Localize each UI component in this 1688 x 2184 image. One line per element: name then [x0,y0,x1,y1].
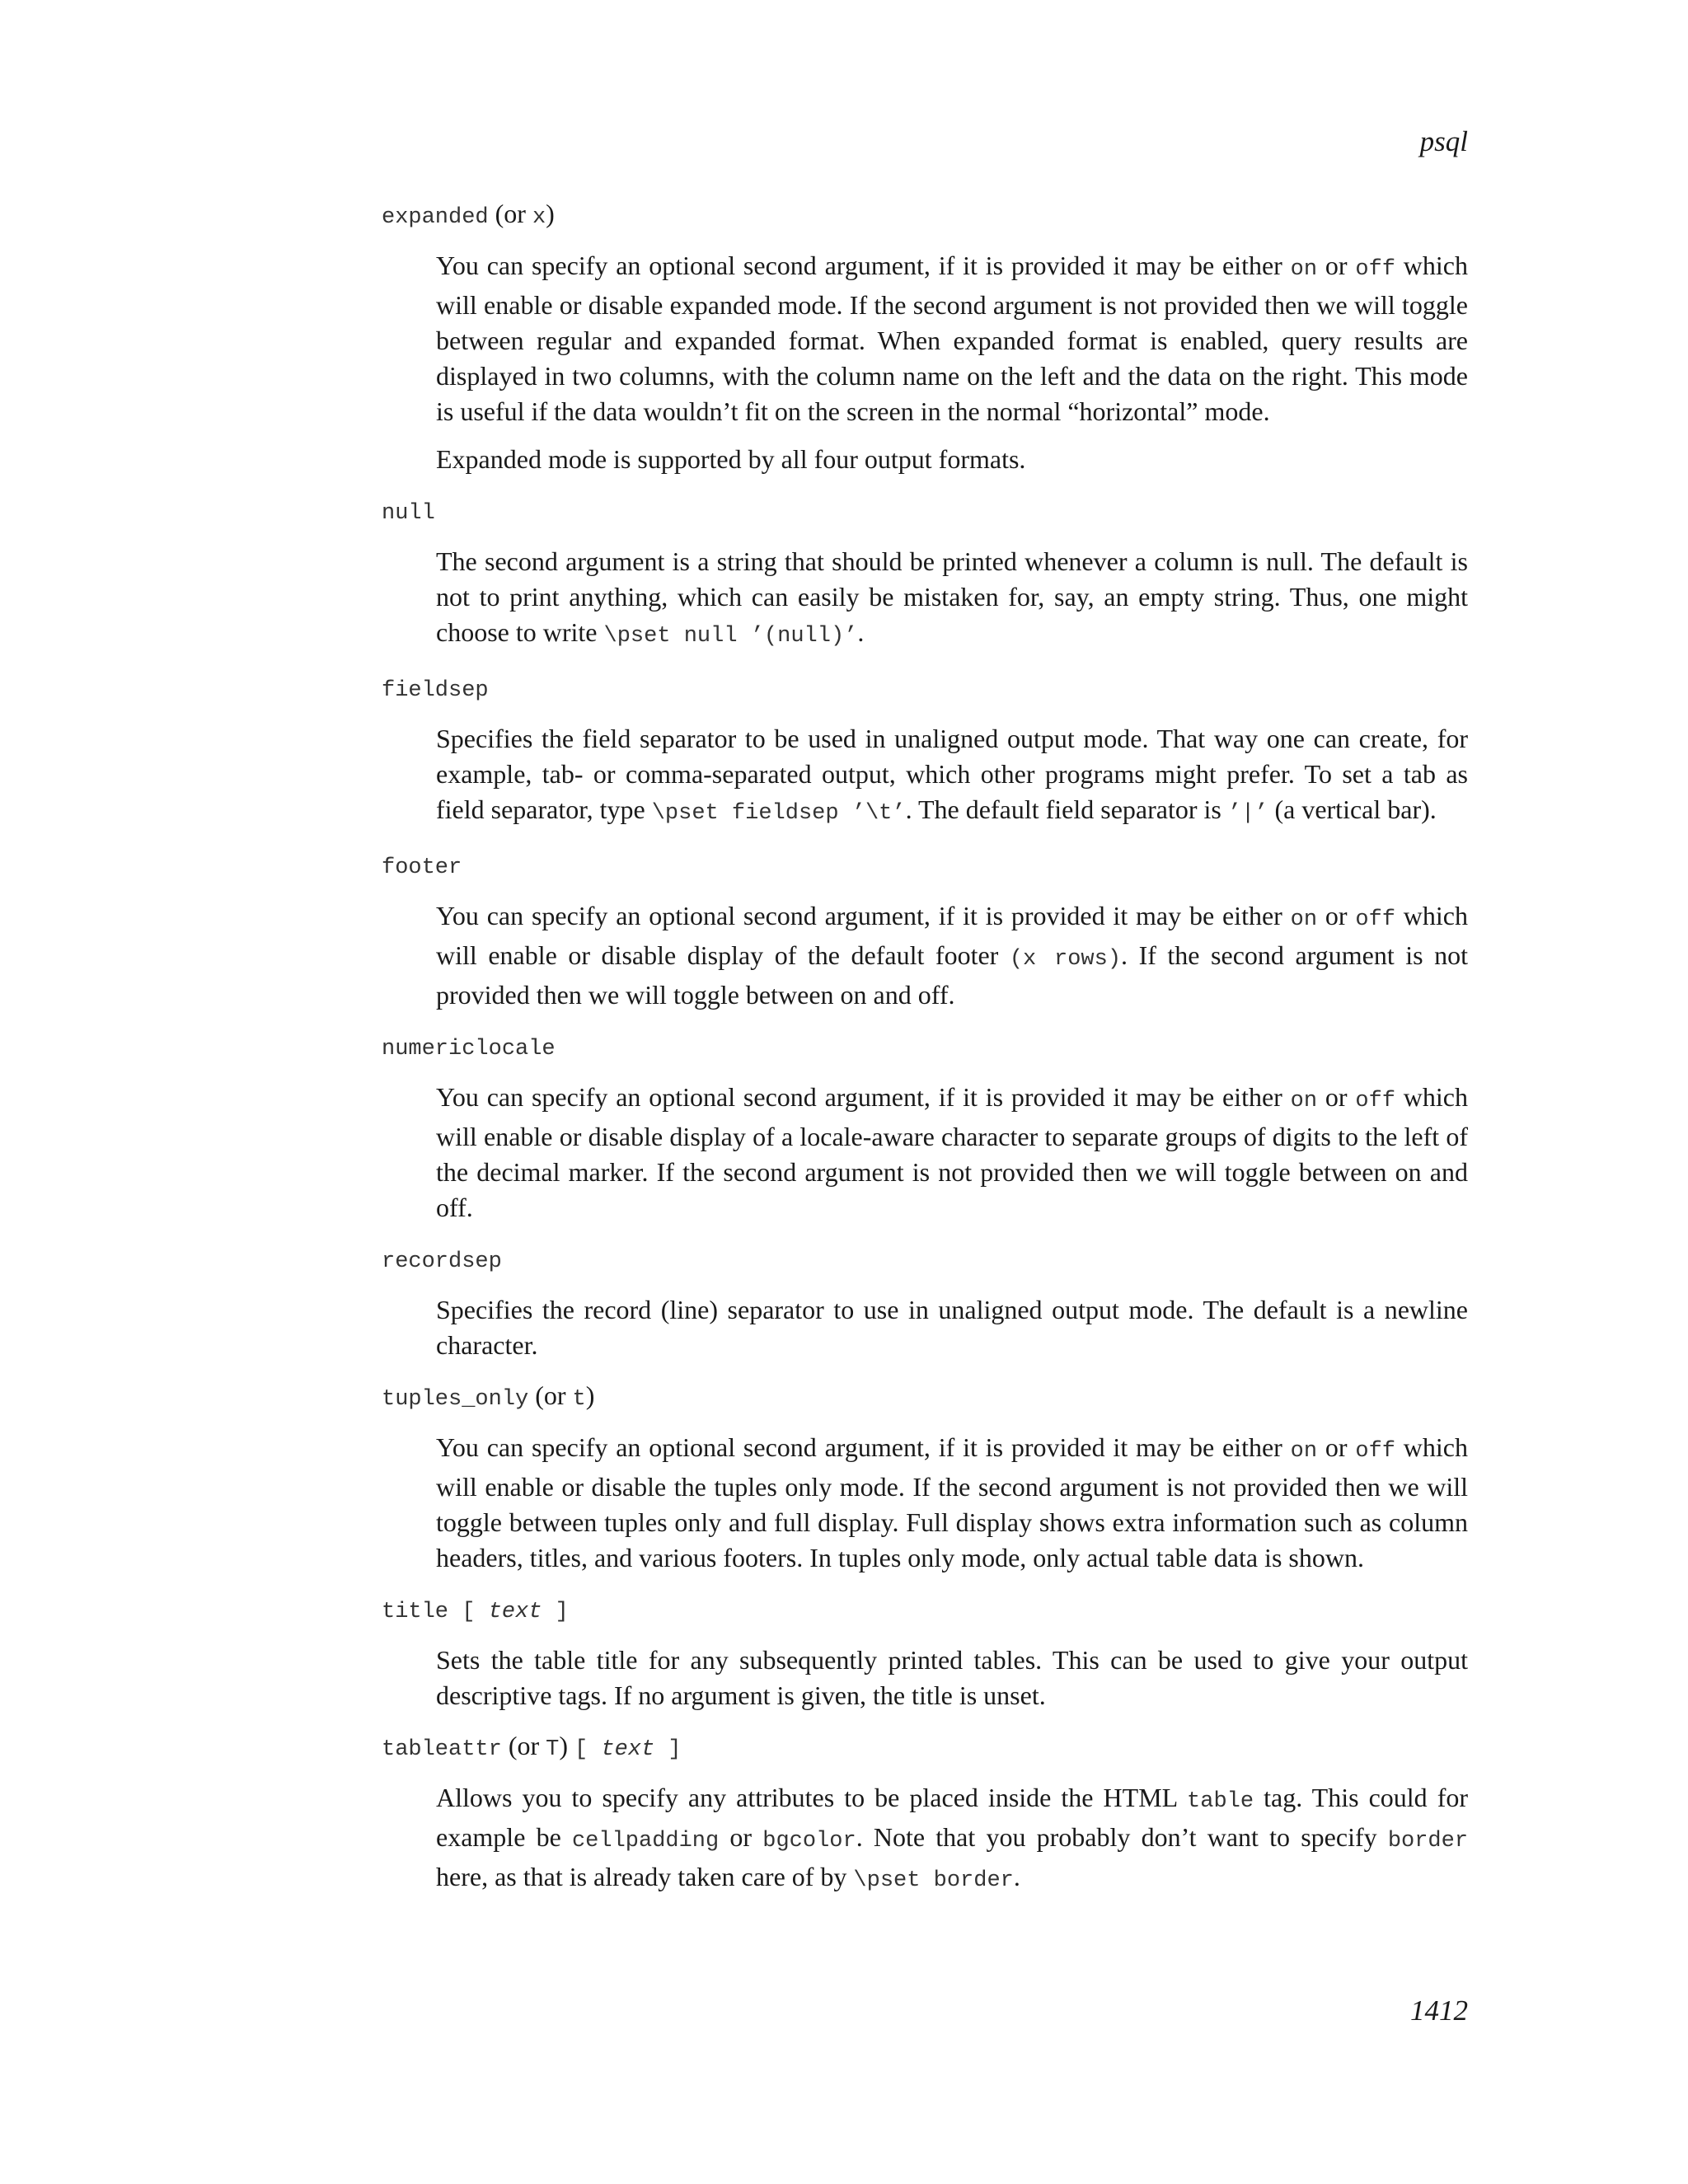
inline-code: \pset null ’(null)’ [603,624,858,649]
description-numericlocale [436,1080,1468,1226]
term-paren-close: ) [546,199,555,228]
paragraph: Sets the table title for any subsequently printed tables. This can be used to give your output descriptive tags. If no argument is given, the title is unset. [436,1645,1468,1710]
entry-numericlocale [382,1028,1468,1226]
description-tableattr [436,1780,1468,1899]
inline-code: off [1355,257,1395,282]
inline-code: bgcolor [762,1829,856,1854]
inline-code: table [1187,1789,1254,1814]
entry-title [382,1591,1468,1713]
term-expanded [382,196,1468,236]
inline-code: off [1355,907,1395,932]
inline-code: (x rows) [1009,947,1122,972]
inline-code: border [1387,1829,1469,1854]
term-fieldsep [382,669,1468,709]
term-code: null [382,501,435,526]
running-header: psql [1419,125,1468,157]
inline-code: \pset fieldsep ’\t’ [651,801,906,826]
paragraph: Allows you to specify any attributes to be placed inside the HTML table tag. This could for example be cellpadding or bgcolor. Note that you probably don’t want to specify border here, as that is already taken care of by \pset border. [436,1783,1469,1893]
entry-fieldsep [382,669,1468,832]
description-fieldsep [436,721,1468,832]
term-close: ] [542,1600,569,1624]
entry-recordsep [382,1240,1468,1363]
paragraph: Expanded mode is supported by all four output formats. [436,444,1026,474]
paragraph: You can specify an optional second argument, if it is provided it may be either on or off which will enable or disable display of the default footer (x rows). If the second argument is not provided then we will toggle between on and off. [436,901,1469,1010]
term-arg: text [601,1737,655,1762]
term-null [382,492,1468,532]
term-code: tableattr [382,1737,502,1762]
description-recordsep [436,1292,1468,1363]
term-paren-close: ) [585,1380,595,1410]
term-paren-open: (or [488,199,532,228]
paragraph: You can specify an optional second argument, if it is provided it may be either on or off which will enable or disable the tuples only mode. If the second argument is not provided then we will toggle between tuples only and full display. Full display shows extra information such as column headers, titles, and various footers. In tuples only mode, only actual table data is shown. [436,1432,1469,1572]
paragraph: Specifies the field separator to be used in unaligned output mode. That way one can create, for example, tab- or comma-separated output, which other programs might prefer. To set a tab as field separator, type \pset fieldsep ’\t’. The default field separator is ’|’ (a vertical bar). [436,724,1468,826]
entry-expanded [382,196,1468,477]
term-alias: t [572,1387,586,1412]
entry-tuples-only [382,1378,1468,1576]
inline-code: on [1290,1089,1318,1113]
description-title [436,1643,1468,1713]
term-numericlocale [382,1028,1468,1067]
paragraph: You can specify an optional second argument, if it is provided it may be either on or off which will enable or disable display of a locale-aware character to separate groups of digits to the left of the decimal marker. If the second argument is not provided then we will toggle between on and off. [436,1082,1469,1222]
inline-code: cellpadding [571,1829,720,1854]
description-expanded [436,248,1468,477]
term-recordsep [382,1240,1468,1280]
description-null [436,544,1468,654]
term-code: recordsep [382,1249,502,1274]
term-code: tuples_only [382,1387,529,1412]
description-footer [436,898,1468,1013]
inline-code: off [1355,1439,1395,1464]
term-arg: text [488,1600,542,1624]
description-tuples-only [436,1430,1468,1576]
term-tuples-only [382,1378,1468,1418]
term-alias: T [546,1737,560,1762]
term-paren-open: (or [501,1731,546,1760]
inline-code: on [1290,1439,1318,1464]
inline-code: on [1290,257,1318,282]
entry-null [382,492,1468,654]
page-number: 1412 [1410,1994,1468,2027]
entry-footer [382,846,1468,1013]
inline-code: \pset border [853,1868,1014,1893]
term-footer [382,846,1468,886]
term-paren-open: (or [528,1380,573,1410]
term-code: expanded [382,205,489,230]
paragraph: The second argument is a string that should be printed whenever a column is null. The default is not to print anything, which can easily be mistaken for, say, an empty string. Thus, one might choose to write \pset null ’(null)’. [436,546,1468,649]
paragraph: You can specify an optional second argument, if it is provided it may be either on or off which will enable or disable expanded mode. If the second argument is not provided then we will toggle between regular and expanded format. When expanded format is enabled, query results are displayed in two columns, with the column name on the left and the data on the right. This mode is useful if the data wouldn’t fit on the screen in the normal “horizontal” mode. [436,251,1469,426]
term-bracket-open: [ [574,1737,602,1762]
option-list [382,196,1468,1914]
inline-code: ’|’ [1227,801,1268,826]
term-code: fieldsep [382,678,489,703]
term-code: numericlocale [382,1037,556,1062]
term-tableattr [382,1728,1468,1768]
paragraph: Specifies the record (line) separator to use in unaligned output mode. The default is a newline character. [436,1295,1468,1360]
term-code: title [ [382,1600,489,1624]
inline-code: off [1355,1089,1395,1113]
term-alias: x [532,205,546,230]
term-title [382,1591,1468,1630]
term-paren-close: ) [559,1731,574,1760]
term-close: ] [654,1737,682,1762]
entry-tableattr [382,1728,1468,1899]
inline-code: on [1290,907,1318,932]
term-code: footer [382,855,462,880]
